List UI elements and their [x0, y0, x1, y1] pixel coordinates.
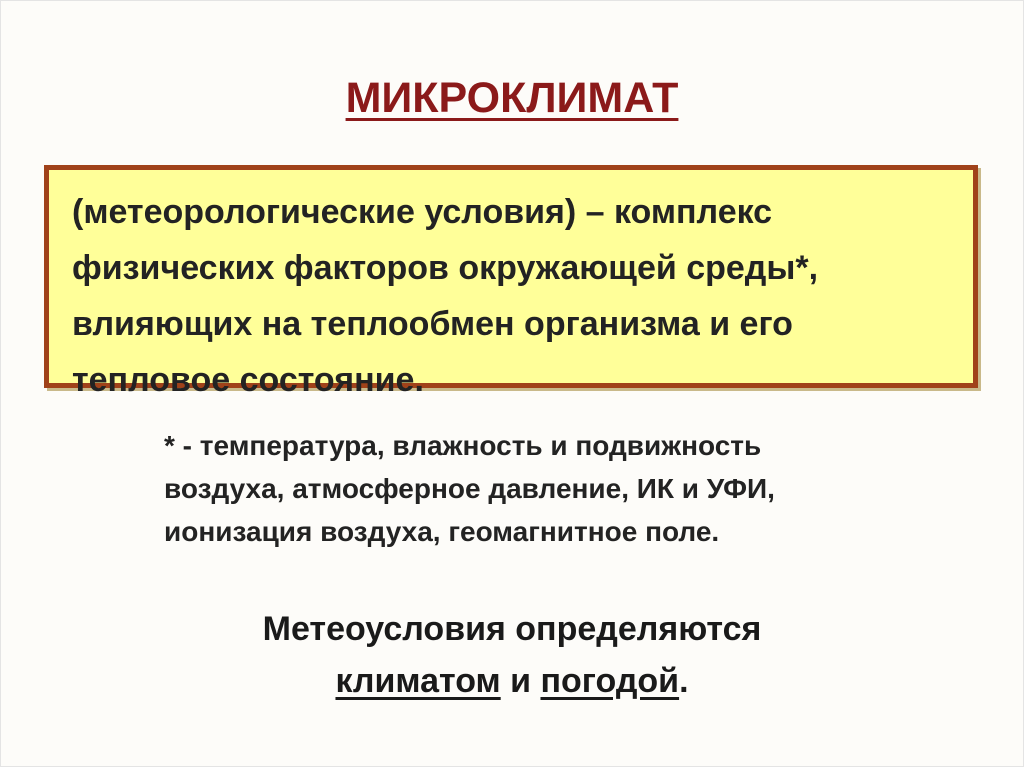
- weather-word: погодой: [540, 662, 680, 700]
- footnote-line: воздуха, атмосферное давление, ИК и УФИ,: [164, 473, 775, 504]
- conclusion-line-2: [0, 655, 1024, 707]
- footnote: [164, 424, 775, 553]
- definition-line: физических факторов окружающей среды*,: [72, 249, 819, 287]
- definition-line: (метеорологические условия) – комплекс: [72, 193, 773, 231]
- footnote-line: * - температура, влажность и подвижность: [164, 430, 762, 461]
- period: .: [679, 662, 689, 700]
- conclusion: [0, 603, 1024, 707]
- slide-title: [0, 72, 1024, 124]
- definition-line: тепловое состояние.: [72, 361, 424, 399]
- conjunction: и: [500, 662, 541, 700]
- slide-title-text: МИКРОКЛИМАТ: [345, 74, 679, 122]
- definition-line: влияющих на теплообмен организма и его: [72, 305, 793, 343]
- climate-word: климатом: [335, 662, 501, 700]
- definition-box: [44, 165, 978, 399]
- footnote-line: ионизация воздуха, геомагнитное поле.: [164, 516, 720, 547]
- conclusion-line-1: Метеоусловия определяются: [262, 610, 762, 648]
